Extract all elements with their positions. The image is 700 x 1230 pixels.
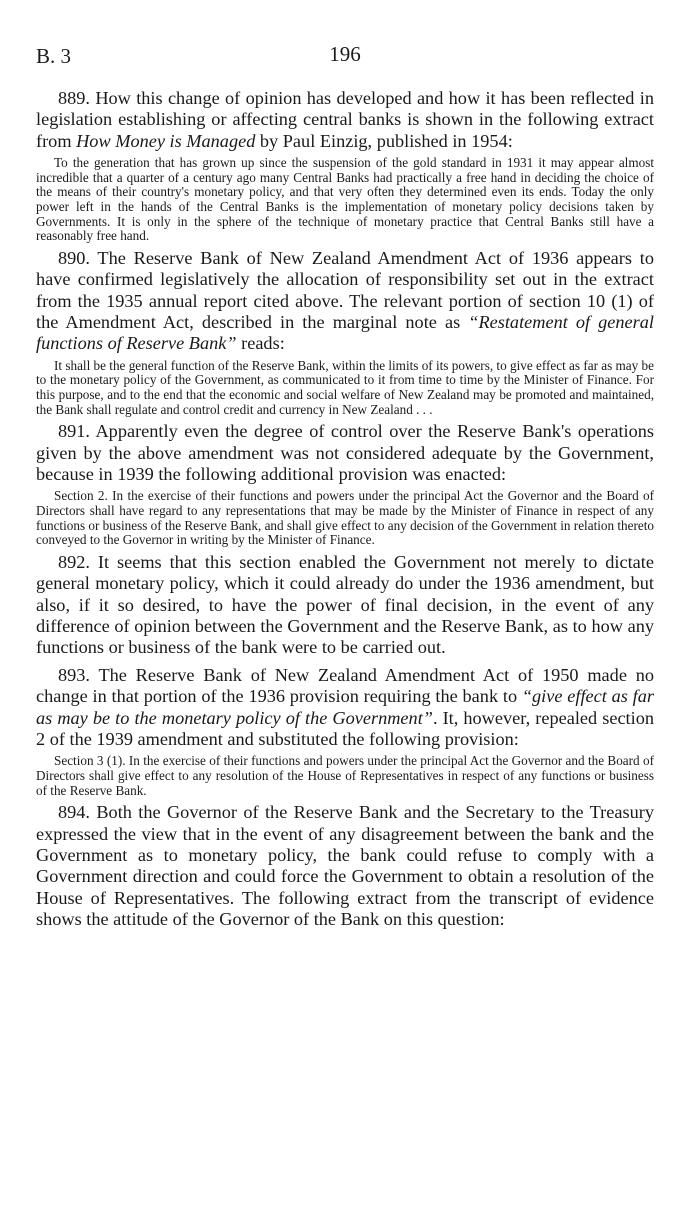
paragraph-889-text-2: by Paul Einzig, published in 1954: — [255, 130, 513, 151]
page-header — [36, 40, 654, 70]
quote-section-3: Section 3 (1). In the exercise of their functions and powers under the principal Act the Governor and the Board of Directors shall give effect to any resolution of the House of Representatives in respect of any functions or business of the Reserve Bank. — [36, 753, 654, 798]
paragraph-890-text-2: reads: — [236, 333, 285, 354]
quoted-provision: “give effect as far as may be to the monetary policy of the Government” — [36, 686, 655, 728]
paragraph-893-text-1: 893. The Reserve Bank of New Zealand Amendment Act of 1950 made no change in that portion of the 1936 provision requiring the bank to — [36, 664, 654, 707]
paragraph-891: 891. Apparently even the degree of control over the Reserve Bank's operations given by the above amendment was not considered adequate by the Government, because in 1939 the following additional provision was enacted: — [36, 421, 654, 484]
paragraph-890 — [36, 248, 654, 355]
quote-einzig: To the generation that has grown up since the suspension of the gold standard in 1931 it may appear almost incredible that a quarter of a century ago many Central Banks had practically a free hand in deciding the choice of the means of their country's monetary policy, and that very often they determined even its ends. Today the only power left in the hands of the Central Banks is the implementation of monetary policy decisions taken by Governments. It is only in the sphere of the technique of monetary practice that Central Banks still have a reasonably free hand. — [36, 155, 654, 244]
page-number: 196 — [329, 42, 361, 66]
book-title: How Money is Managed — [76, 130, 256, 151]
section-code: B. 3 — [36, 44, 72, 68]
paragraph-889 — [36, 88, 654, 152]
paragraph-894: 894. Both the Governor of the Reserve Bank and the Secretary to the Treasury expressed the view that in the event of any disagreement between the bank and the Government as to monetary policy, the bank could refuse to comply with a Government direction and could force the Government to obtain a resolution of the House of Representatives. The following extract from the transcript of evidence shows the attitude of the Governor of the Bank on this question: — [36, 802, 654, 930]
paragraph-893 — [36, 665, 654, 751]
paragraph-892: 892. It seems that this section enabled the Government not merely to dictate general monetary policy, which it could already do under the 1936 amendment, but also, if it so desired, to have the power of final decision, in the event of any difference of opinion between the Government and the Reserve Bank, as to how any functions or business of the bank were to be carried out. — [36, 551, 654, 658]
quote-section-10: It shall be the general function of the Reserve Bank, within the limits of its powers, to give effect as far as may be to the monetary policy of the Government, as communicated to it from time to time by the Minister of Finance. For this purpose, and to the end that the economic and social welfare of New Zealand may be promoted and maintained, the Bank shall regulate and control credit and currency in New Zealand . . . — [36, 357, 654, 417]
marginal-note: “Restatement of general functions of Reserve Bank” — [36, 312, 655, 354]
document-page — [36, 40, 654, 931]
paragraph-889-text-1: 889. How this change of opinion has developed and how it has been reflected in legislation establishing or affecting central banks is shown in the following extract from — [36, 88, 654, 151]
quote-section-2: Section 2. In the exercise of their functions and powers under the principal Act the Governor and the Board of Directors shall have regard to any representations that may be made by the Minister of Finance in respect of any functions or business of the Reserve Bank, and shall give effect to any decision of the Government in relation thereto conveyed to the Governor in writing by the Minister of Finance. — [36, 488, 654, 548]
paragraph-893-text-2: . It, however, repealed section 2 of the 1939 amendment and substituted the following provision: — [36, 707, 655, 750]
paragraph-890-text-1: 890. The Reserve Bank of New Zealand Amendment Act of 1936 appears to have confirmed legislatively the allocation of responsibility set out in the extract from the 1935 annual report cited above. The relevant portion of section 10 (1) of the Amendment Act, described in the marginal note as — [36, 247, 654, 332]
